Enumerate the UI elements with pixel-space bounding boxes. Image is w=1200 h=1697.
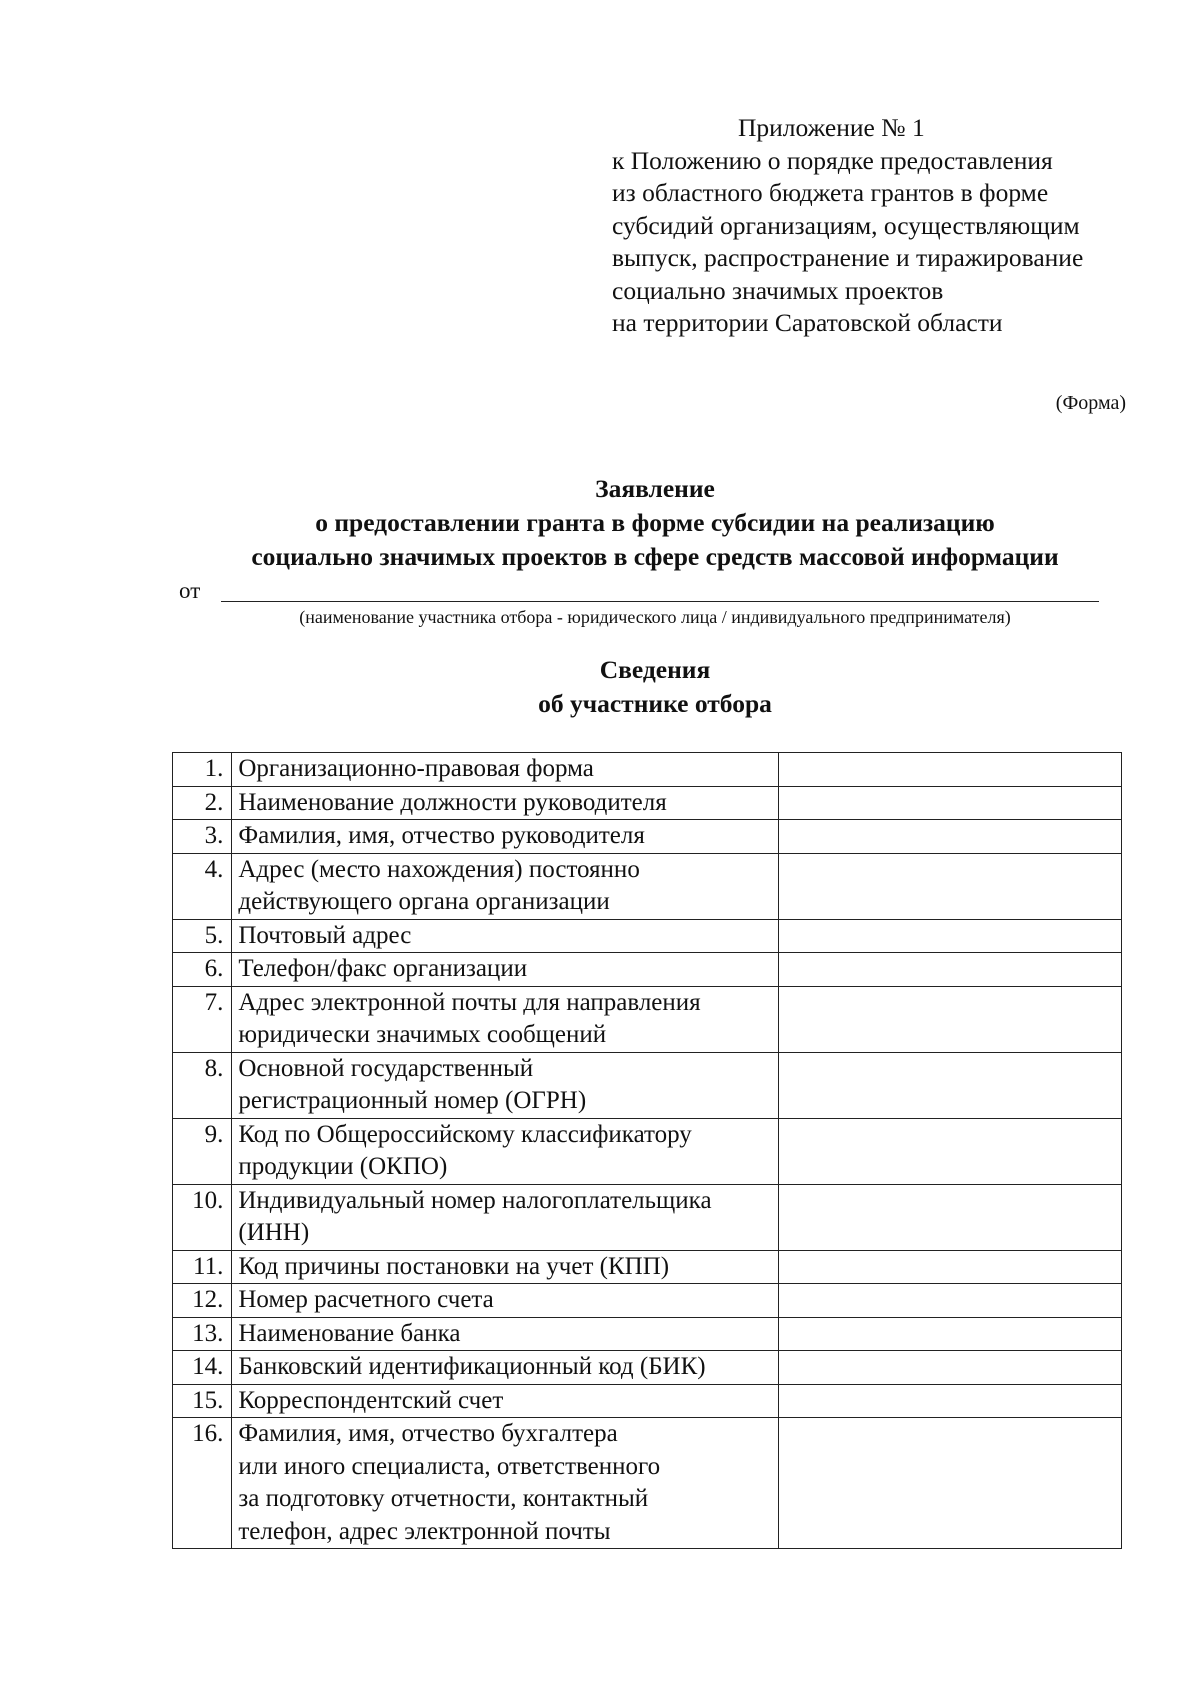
appendix-line: из областного бюджета грантов в форме xyxy=(612,178,1049,207)
row-number: 11. xyxy=(173,1250,232,1284)
row-value-field[interactable] xyxy=(778,1284,1121,1318)
appendix-block xyxy=(612,112,1172,340)
table-row xyxy=(173,1052,1122,1118)
row-label-line: Индивидуальный номер налогоплательщика xyxy=(238,1186,712,1214)
row-number: 4. xyxy=(173,853,232,919)
form-note: (Форма) xyxy=(1055,392,1126,414)
table-row xyxy=(173,1118,1122,1184)
table-row xyxy=(173,853,1122,919)
row-value-field[interactable] xyxy=(778,1351,1121,1385)
applicant-name-field[interactable] xyxy=(221,601,1099,602)
table-row xyxy=(173,820,1122,854)
appendix-line: субсидий организациям, осуществляющим xyxy=(612,210,1080,240)
row-label-line: телефон, адрес электронной почты xyxy=(238,1517,611,1545)
row-value-field[interactable] xyxy=(778,1052,1121,1118)
table-row xyxy=(173,1317,1122,1351)
row-label xyxy=(232,1284,778,1318)
row-label-line: Основной государственный xyxy=(238,1054,534,1082)
table-row xyxy=(173,1351,1122,1385)
row-label-line: Почтовый адрес xyxy=(238,921,412,949)
row-number: 2. xyxy=(173,786,232,820)
row-label xyxy=(232,786,778,820)
appendix-title: Приложение № 1 xyxy=(738,113,925,142)
section-heading-line: Сведения xyxy=(599,655,711,684)
table-row xyxy=(173,919,1122,953)
row-label-line: Адрес электронной почты для направления xyxy=(238,988,701,1016)
row-value-field[interactable] xyxy=(778,1184,1121,1250)
participant-info-table xyxy=(172,752,1122,1549)
table-row xyxy=(173,786,1122,820)
row-label xyxy=(232,1351,778,1385)
row-value-field[interactable] xyxy=(778,1250,1121,1284)
row-label-line: Код по Общероссийскому классификатору xyxy=(238,1120,692,1148)
row-label-line: Организационно-правовая форма xyxy=(238,755,594,782)
table-row xyxy=(173,1250,1122,1284)
row-label-line: продукции (ОКПО) xyxy=(238,1153,448,1180)
from-label: от xyxy=(179,578,201,603)
table-row xyxy=(173,986,1122,1052)
heading-line: социально значимых проектов в сфере средств массовой информации xyxy=(251,542,1059,571)
row-label-line: Фамилия, имя, отчество руководителя xyxy=(238,822,645,849)
table-row xyxy=(173,1418,1122,1549)
row-value-field[interactable] xyxy=(778,1317,1121,1351)
row-label xyxy=(232,1118,778,1184)
row-label-line: регистрационный номер (ОГРН) xyxy=(238,1087,587,1114)
row-number: 5. xyxy=(173,919,232,953)
appendix-line: на территории Саратовской области xyxy=(612,308,1003,337)
from-caption: (наименование участника отбора - юридического лица / индивидуального предпринимателя) xyxy=(299,607,1011,627)
row-label xyxy=(232,953,778,987)
row-number: 13. xyxy=(173,1317,232,1351)
row-label xyxy=(232,820,778,854)
row-label-line: Телефон/факс организации xyxy=(238,955,528,982)
row-label-line: или иного специалиста, ответственного xyxy=(238,1452,661,1480)
row-label xyxy=(232,986,778,1052)
row-value-field[interactable] xyxy=(778,986,1121,1052)
row-number: 9. xyxy=(173,1118,232,1184)
table-row xyxy=(173,953,1122,987)
row-value-field[interactable] xyxy=(778,919,1121,953)
from-row xyxy=(179,578,1099,608)
row-label xyxy=(232,919,778,953)
row-value-field[interactable] xyxy=(778,953,1121,987)
row-label xyxy=(232,1052,778,1118)
row-label xyxy=(232,753,778,787)
row-value-field[interactable] xyxy=(778,786,1121,820)
section-heading xyxy=(140,653,1170,721)
row-value-field[interactable] xyxy=(778,1418,1121,1549)
row-value-field[interactable] xyxy=(778,1118,1121,1184)
row-label xyxy=(232,1317,778,1351)
section-heading-line: об участнике отбора xyxy=(538,689,772,718)
row-label xyxy=(232,1250,778,1284)
row-label-line: Наименование банка xyxy=(238,1319,461,1347)
appendix-line: социально значимых проектов xyxy=(612,275,944,305)
table-body xyxy=(173,753,1122,1549)
table-row xyxy=(173,1384,1122,1418)
row-label-line: Номер расчетного счета xyxy=(238,1286,494,1313)
table-row xyxy=(173,1284,1122,1318)
row-number: 12. xyxy=(173,1284,232,1318)
appendix-line: к Положению о порядке предоставления xyxy=(612,145,1053,175)
row-value-field[interactable] xyxy=(778,753,1121,787)
row-number: 7. xyxy=(173,986,232,1052)
row-number: 1. xyxy=(173,753,232,787)
row-label-line: Наименование должности руководителя xyxy=(238,788,667,816)
row-label-line: Банковский идентификационный код (БИК) xyxy=(238,1353,706,1380)
row-label-line: Код причины постановки на учет (КПП) xyxy=(238,1252,670,1280)
row-label-line: Адрес (место нахождения) постоянно xyxy=(238,855,640,883)
row-number: 14. xyxy=(173,1351,232,1385)
row-label-line: Фамилия, имя, отчество бухгалтера xyxy=(238,1420,618,1447)
row-number: 16. xyxy=(173,1418,232,1549)
row-label xyxy=(232,853,778,919)
appendix-line: выпуск, распространение и тиражирование xyxy=(612,243,1084,272)
row-number: 6. xyxy=(173,953,232,987)
document-heading xyxy=(140,472,1170,574)
row-label-line: за подготовку отчетности, контактный xyxy=(238,1485,649,1512)
row-label-line: действующего органа организации xyxy=(238,888,610,915)
row-label xyxy=(232,1384,778,1418)
table-row xyxy=(173,753,1122,787)
row-label-line: Корреспондентский счет xyxy=(238,1386,504,1414)
row-value-field[interactable] xyxy=(778,853,1121,919)
heading-line: о предоставлении гранта в форме субсидии на реализацию xyxy=(315,508,995,537)
row-number: 8. xyxy=(173,1052,232,1118)
table-row xyxy=(173,1184,1122,1250)
heading-line: Заявление xyxy=(595,474,715,503)
row-label-line: (ИНН) xyxy=(238,1219,310,1246)
row-label-line: юридически значимых сообщений xyxy=(238,1021,607,1048)
row-value-field[interactable] xyxy=(778,820,1121,854)
row-number: 10. xyxy=(173,1184,232,1250)
row-label xyxy=(232,1184,778,1250)
row-number: 15. xyxy=(173,1384,232,1418)
row-value-field[interactable] xyxy=(778,1384,1121,1418)
row-number: 3. xyxy=(173,820,232,854)
row-label xyxy=(232,1418,778,1549)
